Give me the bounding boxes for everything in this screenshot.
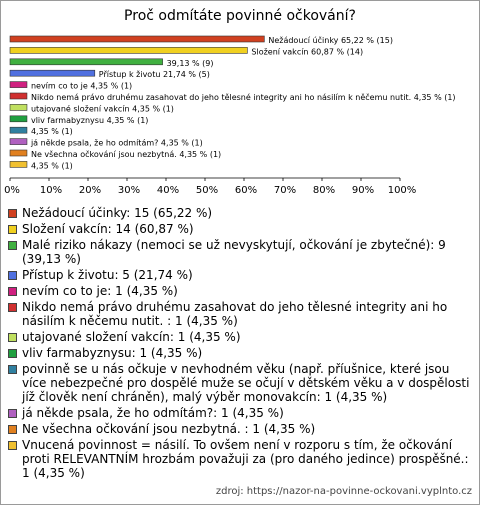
- legend-swatch-9: [8, 365, 17, 374]
- bar-10: [10, 139, 27, 145]
- bar-label-5: nevím co to je 4,35 % (1): [30, 81, 133, 91]
- source-note: zdroj: https://nazor-na-povinne-ockovani.vyplnto.cz: [215, 486, 472, 497]
- legend-item-5: [8, 284, 474, 298]
- legend-item-10: [8, 406, 474, 420]
- legend: [8, 206, 474, 482]
- chart-title: Proč odmítáte povinné očkování?: [124, 8, 356, 24]
- bar-label-11: Ne všechna očkování jsou nezbytná. 4,35 % (1): [30, 150, 222, 159]
- legend-item-6: [8, 300, 474, 328]
- bar-label-10: já někde psala, že ho odmítám? 4,35 % (1): [30, 138, 203, 148]
- bar-4: [10, 70, 95, 76]
- bar-label-7: utajované složení vakcín 4,35 % (1): [30, 104, 174, 114]
- legend-swatch-4: [8, 271, 17, 280]
- legend-swatch-2: [8, 225, 17, 234]
- bar-9: [10, 127, 27, 133]
- legend-item-8: [8, 346, 474, 360]
- legend-item-9: [8, 362, 474, 404]
- x-tick-label-4: 40%: [156, 185, 180, 196]
- bar-label-1: Nežádoucí účinky 65,22 % (15): [268, 36, 393, 45]
- legend-text-9: povinně se u nás očkuje v nevhodném věku (např. příušnice, které jsou více nebezpečné pro dospělé muže se očují v dětském věku a v dospělosti jíž člověk není chráněn), malý výběr monovakcín: 1 (4,35 %): [22, 362, 470, 404]
- legend-item-4: [8, 268, 474, 282]
- legend-swatch-5: [8, 287, 17, 296]
- x-tick-label-10: 100%: [387, 185, 417, 196]
- legend-text-1: Nežádoucí účinky: 15 (65,22 %): [22, 206, 213, 220]
- bars-layer: [10, 35, 456, 170]
- bar-label-8: vliv farmabyznysu 4,35 % (1): [30, 115, 149, 125]
- bar-label-9: 4,35 % (1): [30, 127, 73, 137]
- x-tick-label-1: 10%: [39, 185, 63, 196]
- x-tick-label-7: 70%: [273, 185, 297, 196]
- x-tick-label-0: 0%: [4, 185, 20, 196]
- x-tick-label-5: 50%: [195, 185, 219, 196]
- x-tick-label-6: 60%: [234, 185, 258, 196]
- legend-text-8: vliv farmabyznysu: 1 (4,35 %): [22, 346, 203, 360]
- x-tick-label-9: 90%: [351, 185, 375, 196]
- bar-8: [10, 116, 27, 122]
- bar-3: [10, 59, 163, 65]
- legend-swatch-6: [8, 303, 17, 312]
- legend-text-3: Malé riziko nákazy (nemoci se už nevyskytují, očkování je zbytečné): 9 (39,13 %): [22, 238, 446, 266]
- legend-text-12: Vnucená povinnost = násilí. To ovšem není v rozporu s tím, že očkování proti RELEVANTNÍM hrozbám považuji za (pro daného jedince) prospěšné.: 1 (4,35 %): [22, 438, 469, 480]
- legend-text-11: Ne všechna očkování jsou nezbytná. : 1 (4,35 %): [22, 422, 316, 436]
- bar-12: [10, 161, 27, 167]
- bar-5: [10, 82, 27, 88]
- legend-item-1: [8, 206, 474, 220]
- bar-6: [10, 93, 27, 99]
- legend-swatch-10: [8, 409, 17, 418]
- bar-label-4: Přístup k životu 21,74 % (5): [98, 70, 210, 80]
- x-tick-label-3: 30%: [117, 185, 141, 196]
- legend-item-12: [8, 438, 474, 480]
- legend-swatch-12: [8, 441, 17, 450]
- legend-item-7: [8, 330, 474, 344]
- bar-label-6: Nikdo nemá právo druhému zasahovat do jeho tělesné integrity ani ho násilím k něčemu nutit. 4,35 % (1): [30, 93, 456, 102]
- bar-1: [10, 36, 264, 42]
- bar-plot: [0, 0, 480, 205]
- legend-text-10: já někde psala, že ho odmítám?: 1 (4,35 %): [22, 406, 284, 420]
- legend-item-11: [8, 422, 474, 436]
- legend-swatch-7: [8, 333, 17, 342]
- legend-text-5: nevím co to je: 1 (4,35 %): [22, 284, 178, 298]
- x-axis: [4, 178, 416, 196]
- legend-swatch-8: [8, 349, 17, 358]
- legend-swatch-11: [8, 425, 17, 434]
- legend-swatch-3: [8, 241, 17, 250]
- legend-text-4: Přístup k životu: 5 (21,74 %): [22, 268, 193, 282]
- bar-11: [10, 150, 27, 156]
- legend-swatch-1: [8, 209, 17, 218]
- legend-item-3: [8, 238, 474, 266]
- legend-text-7: utajované složení vakcín: 1 (4,35 %): [22, 330, 241, 344]
- x-tick-label-2: 20%: [78, 185, 102, 196]
- bar-label-12: 4,35 % (1): [30, 161, 73, 171]
- bar-7: [10, 104, 27, 110]
- bar-label-3: 39,13 % (9): [166, 58, 214, 68]
- legend-text-2: Složení vakcín: 14 (60,87 %): [22, 222, 194, 236]
- bar-2: [10, 47, 247, 53]
- bar-label-2: Složení vakcín 60,87 % (14): [251, 47, 364, 57]
- legend-item-2: [8, 222, 474, 236]
- x-tick-label-8: 80%: [312, 185, 336, 196]
- legend-text-6: Nikdo nemá právo druhému zasahovat do jeho tělesné integrity ani ho násilím k něčemu nutit. : 1 (4,35 %): [22, 300, 448, 328]
